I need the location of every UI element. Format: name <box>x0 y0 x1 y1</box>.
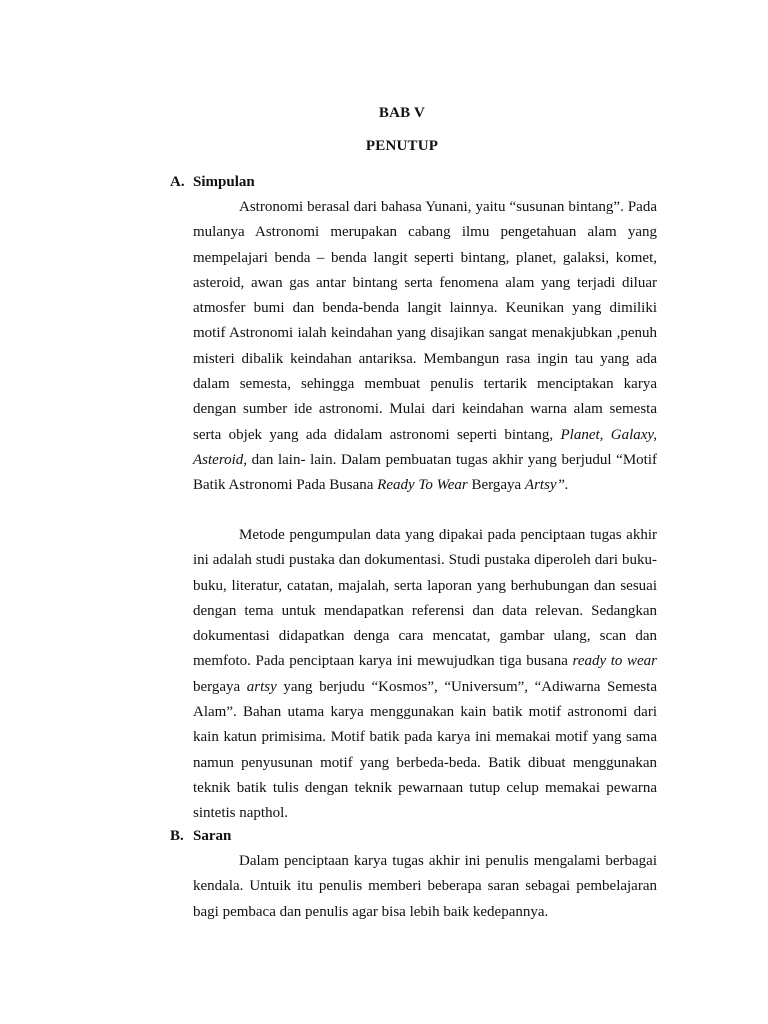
section-heading-simpulan <box>170 172 255 192</box>
italic-run: Artsy”. <box>524 477 569 494</box>
chapter-title: PENUTUP <box>365 138 439 154</box>
italic-run: artsy <box>246 678 277 695</box>
chapter-number: BAB V <box>378 105 426 121</box>
paragraph-simpulan-2 <box>193 523 657 827</box>
text-run: bergaya <box>193 678 247 695</box>
section-title: Simpulan <box>193 174 255 190</box>
italic-run: ready to wear <box>572 653 657 670</box>
italic-run: Ready To Wear <box>377 477 468 494</box>
section-heading-saran <box>170 826 231 846</box>
italic-run: Planet, Galaxy, Asteroid, <box>193 426 657 468</box>
paragraph-saran-1 <box>193 849 657 925</box>
text-run: Dalam penciptaan karya tugas akhir ini penulis mengalami berbagai kendala. Untuik itu penulis memberi beberapa saran sebagai pembelajaran bagi pembaca dan penulis agar bisa lebih baik kedepannya. <box>193 853 657 920</box>
paragraph-simpulan-1 <box>193 195 657 499</box>
section-marker: B. <box>170 828 184 844</box>
text-run: yang berjudu “Kosmos”, “Universum”, “Adiwarna Semesta Alam”. Bahan utama karya menggunakan kain batik motif astronomi dari kain katun primisima. Motif batik pada karya ini memakai motif yang sama namun penyusunan motif yang berbeda-beda. Batik dibuat menggunakan teknik batik tulis dengan teknik pewarnaan tutup celup memakai pewarna sintetis napthol. <box>193 678 657 822</box>
section-title: Saran <box>193 828 232 844</box>
text-run: Metode pengumpulan data yang dipakai pada penciptaan tugas akhir ini adalah studi pustaka dan dokumentasi. Studi pustaka diperoleh dari buku-buku, literatur, catatan, majalah, serta laporan yang berhubungan dan sesuai dengan tema untuk mendapatkan referensi dan data relevan. Sedangkan dokumentasi didapatkan denga cara mencatat, gambar ulang, scan dan memfoto. Pada penciptaan karya ini mewujudkan tiga busana <box>193 527 657 670</box>
section-marker: A. <box>170 174 185 190</box>
text-run: Bergaya <box>467 477 525 494</box>
text-run: Astronomi berasal dari bahasa Yunani, yaitu “susunan bintang”. Pada mulanya Astronomi merupakan cabang ilmu pengetahuan alam yang mempelajari benda – benda langit seperti bintang, planet, galaksi, komet, asteroid, awan gas antar bintang serta fenomena alam yang terjadi diluar atmosfer bumi dan benda-benda langit lainnya. Keunikan yang dimiliki motif Astronomi ialah keindahan yang disajikan sangat menakjubkan ,penuh misteri dibalik keindahan antariksa. Membangun rasa ingin tau yang ada dalam semesta, sehingga membuat penulis tertarik menciptakan karya dengan sumber ide astronomi. Mulai dari keindahan warna alam semesta serta objek yang ada didalam astronomi seperti bintang, <box>193 199 657 443</box>
text-run: dan lain- lain. Dalam pembuatan tugas akhir yang berjudul “Motif Batik Astronomi Pada Busana <box>193 451 657 494</box>
